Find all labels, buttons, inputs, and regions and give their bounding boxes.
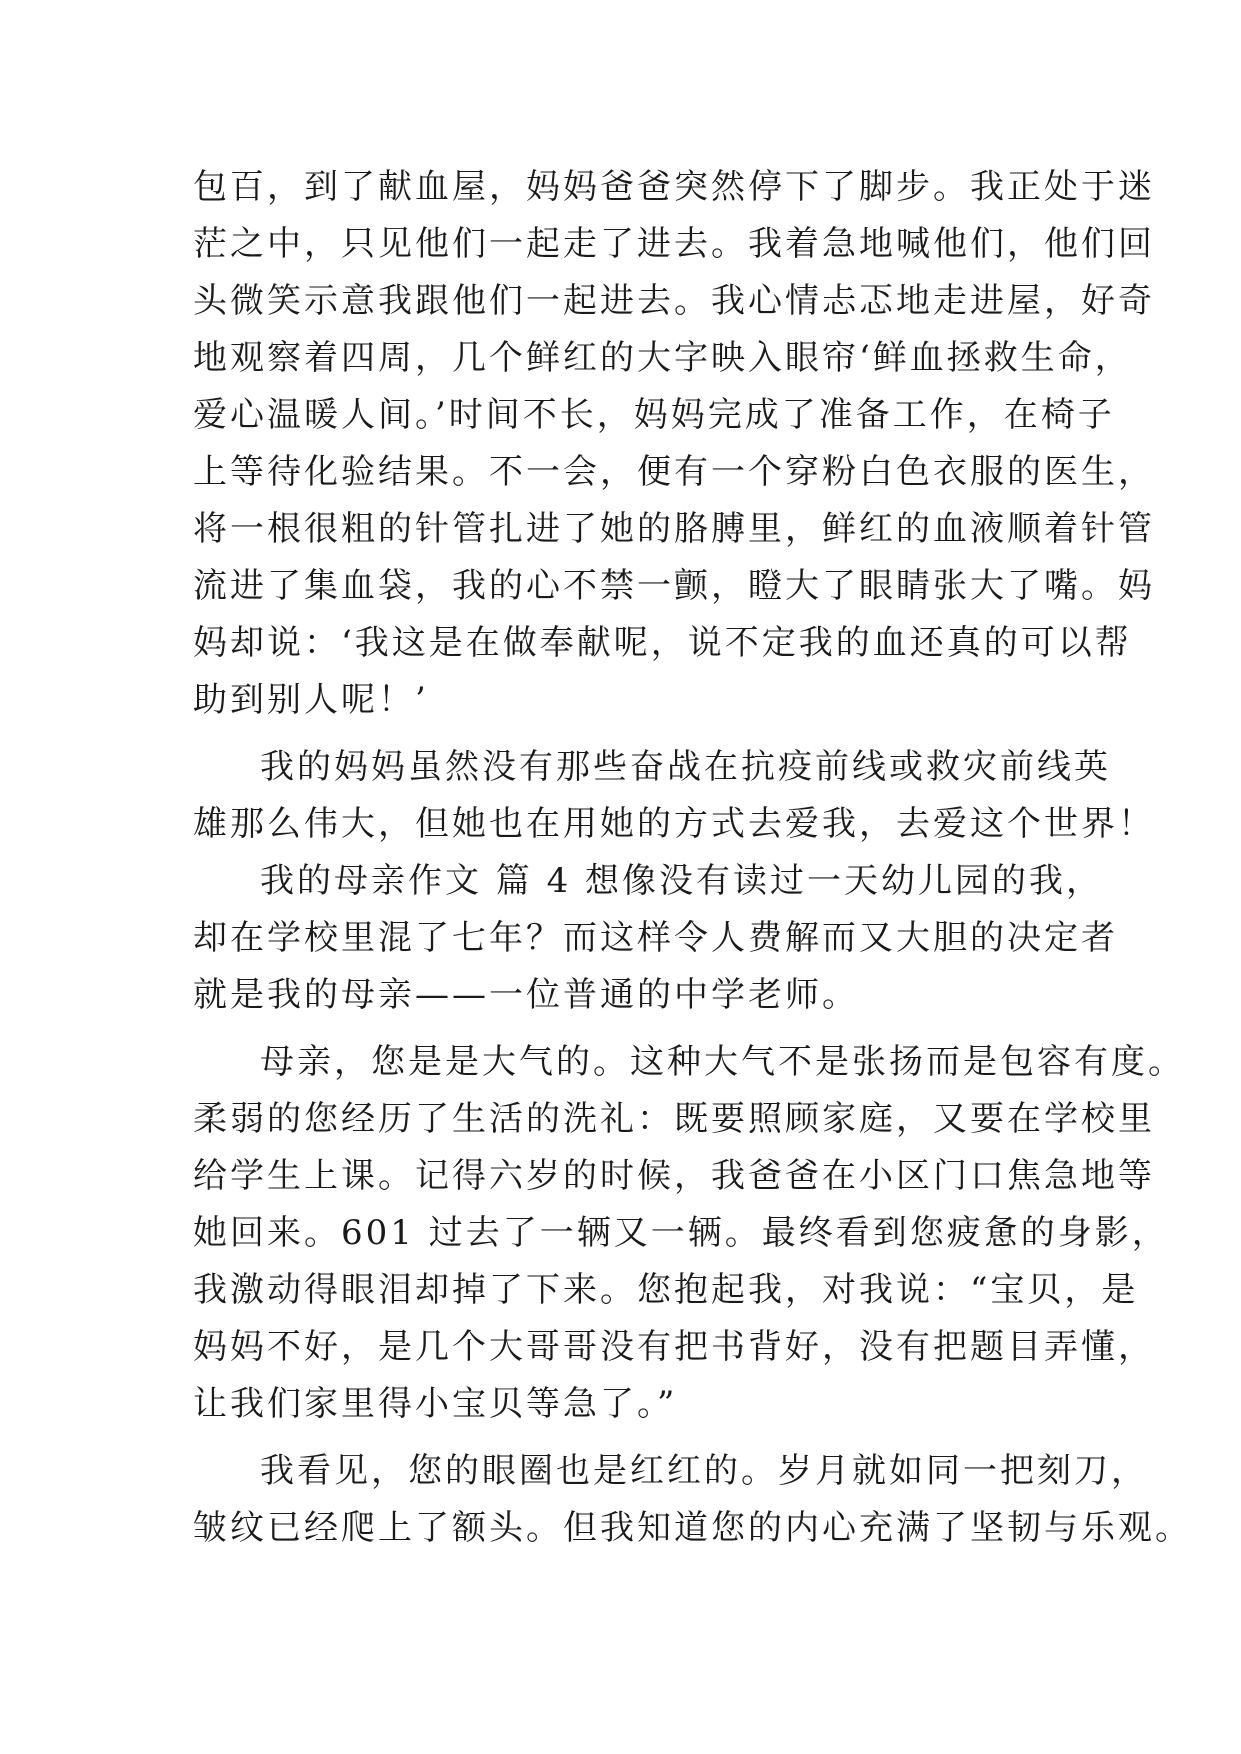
text-line: 雄那么伟大，但她也在用她的方式去爱我，去爱这个世界！: [193, 804, 1155, 844]
text-line: 头微笑示意我跟他们一起进去。我心情忐忑地走进屋，好奇: [193, 281, 1155, 321]
text-line: 妈却说：‘我这是在做奉献呢，说不定我的血还真的可以帮: [193, 623, 1132, 663]
text-line: 将一根很粗的针管扎进了她的胳膊里，鲜红的血液顺着针管: [193, 509, 1155, 549]
text-line: 就是我的母亲——一位普通的中学老师。: [193, 975, 859, 1015]
paragraph-first-line: 我看见，您的眼圈也是红红的。岁月就如同一把刻刀，: [260, 1451, 1148, 1491]
section-heading-line: 我的母亲作文 篇 4 想像没有读过一天幼儿园的我，: [260, 861, 1104, 901]
text-line: 却在学校里混了七年？而这样令人费解而又大胆的决定者: [193, 918, 1118, 958]
text-line: 柔弱的您经历了生活的洗礼：既要照顾家庭，又要在学校里: [193, 1099, 1155, 1139]
text-line: 茫之中，只见他们一起走了进去。我着急地喊他们，他们回: [193, 224, 1155, 264]
text-line: 给学生上课。记得六岁的时候，我爸爸在小区门口焦急地等: [193, 1156, 1155, 1196]
text-line: 我激动得眼泪却掉了下来。您抱起我，对我说：“宝贝，是: [193, 1270, 1139, 1310]
text-line: 妈妈不好，是几个大哥哥没有把书背好，没有把题目弄懂，: [193, 1327, 1155, 1367]
text-line: 皱纹已经爬上了额头。但我知道您的内心充满了坚韧与乐观。: [193, 1508, 1192, 1548]
text-line: 流进了集血袋，我的心不禁一颤，瞪大了眼睛张大了嘴。妈: [193, 566, 1155, 606]
text-line: 爱心温暖人间。’时间不长，妈妈完成了准备工作，在椅子: [193, 395, 1115, 435]
paragraph-first-line: 母亲，您是是大气的。这种大气不是张扬而是包容有度。: [260, 1042, 1185, 1082]
text-line: 助到别人呢！’: [193, 680, 429, 720]
text-line: 让我们家里得小宝贝等急了。”: [193, 1384, 678, 1424]
text-line: 包百，到了献血屋，妈妈爸爸突然停下了脚步。我正处于迷: [193, 167, 1155, 207]
text-line: 地观察着四周，几个鲜红的大字映入眼帘‘鲜血拯救生命，: [193, 338, 1132, 378]
paragraph-first-line: 我的妈妈虽然没有那些奋战在抗疫前线或救灾前线英: [260, 747, 1111, 787]
text-line: 上等待化验结果。不一会，便有一个穿粉白色衣服的医生，: [193, 452, 1155, 492]
text-line: 她回来。601 过去了一辆又一辆。最终看到您疲惫的身影，: [193, 1213, 1169, 1253]
